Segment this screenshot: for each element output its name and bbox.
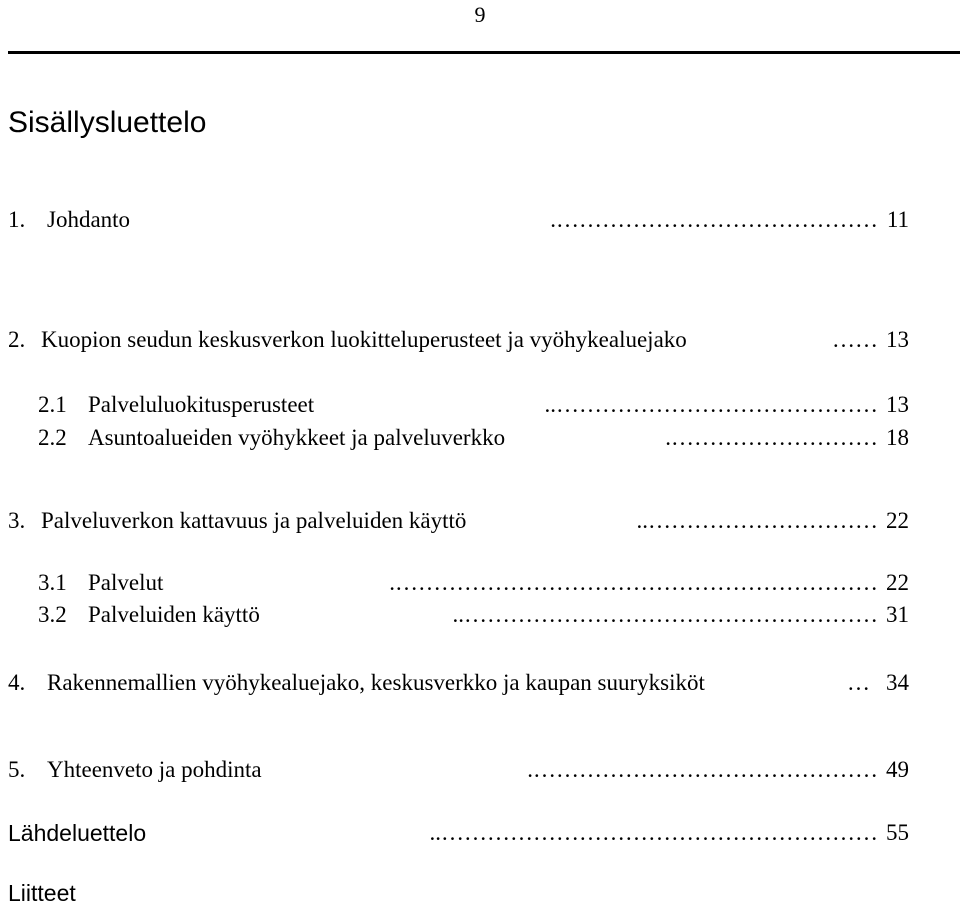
- toc-entry-leader: …: [847, 670, 870, 695]
- toc-entry-palveluluokitusperusteet[interactable]: [0, 390, 960, 420]
- toc-entry-rakennemallien[interactable]: [0, 668, 960, 698]
- toc-entry-leader: ……………………….: [665, 425, 878, 450]
- toc-entry-leader: …………………………………….: [550, 207, 878, 232]
- toc-entry-leader: …………………………………………………..: [429, 820, 878, 845]
- toc-entry-label: Palvelut: [88, 570, 164, 595]
- toc-entry-page: 22: [886, 508, 909, 533]
- toc-entry-label: Lähdeluettelo: [8, 820, 147, 846]
- toc-entry-leader: ……………………………………..: [544, 392, 878, 417]
- toc-entry-page: 18: [886, 425, 909, 450]
- toc-appendix-label[interactable]: Liitteet: [8, 880, 76, 906]
- toc-entry-page: 55: [886, 820, 909, 845]
- toc-entry-number: 2.: [8, 327, 26, 352]
- toc-entry-page: 11: [886, 207, 909, 232]
- toc-entry-page: 31: [886, 602, 909, 627]
- toc-entry-label: Palveluverkon kattavuus ja palveluiden käyttö: [41, 508, 467, 533]
- toc-entry-palveluverkon-kattavuus[interactable]: [0, 506, 960, 536]
- toc-entry-leader: …………………………..: [636, 508, 878, 533]
- toc-entry-kuopion-seudun[interactable]: [0, 325, 960, 355]
- toc-entry-page: 22: [886, 570, 909, 595]
- toc-entry-johdanto[interactable]: [0, 205, 960, 235]
- toc-entry-yhteenveto[interactable]: [0, 755, 960, 785]
- toc-entry-number: 3.1: [38, 570, 67, 595]
- toc-entry-page: 13: [886, 327, 909, 352]
- toc-entry-label: Kuopion seudun keskusverkon luokitteluperusteet ja vyöhykealuejako: [41, 327, 687, 352]
- toc-entry-number: 1.: [8, 207, 26, 232]
- toc-entry-palveluiden-kaytto[interactable]: [0, 600, 960, 630]
- toc-entry-label: Yhteenveto ja pohdinta: [47, 757, 262, 782]
- toc-entry-palvelut[interactable]: [0, 568, 960, 598]
- toc-entry-label: Palveluluokitusperusteet: [88, 392, 315, 417]
- toc-entry-label: Asuntoalueiden vyöhykkeet ja palveluverkko: [88, 425, 506, 450]
- toc-entry-label: Johdanto: [47, 207, 131, 232]
- page-number: 9: [474, 2, 486, 27]
- toc-title: Sisällysluettelo: [8, 106, 207, 139]
- toc-entry-leader: ……………………………………………………….: [389, 570, 878, 595]
- toc-entry-page: 13: [886, 392, 909, 417]
- toc-entry-label: Rakennemallien vyöhykealuejako, keskusverkko ja kaupan suuryksiköt: [47, 670, 705, 695]
- toc-entry-leader: ……: [832, 327, 878, 352]
- toc-entry-leader: ……………………………………….: [527, 757, 878, 782]
- toc-entry-number: 2.2: [38, 425, 67, 450]
- toc-entry-number: 3.2: [38, 602, 67, 627]
- toc-entry-number: 4.: [8, 670, 26, 695]
- toc-entry-page: 34: [886, 670, 909, 695]
- header-rule: [8, 51, 960, 54]
- toc-entry-asuntoalueiden-vyohykkeet[interactable]: [0, 423, 960, 453]
- toc-entry-number: 3.: [8, 508, 26, 533]
- toc-entry-label: Palveluiden käyttö: [88, 602, 260, 627]
- toc-entry-number: 5.: [8, 757, 26, 782]
- toc-entry-lahdeluettelo[interactable]: [0, 818, 960, 848]
- toc-entry-leader: ………………………………………………..: [452, 602, 878, 627]
- toc-entry-page: 49: [886, 757, 909, 782]
- toc-entry-number: 2.1: [38, 392, 67, 417]
